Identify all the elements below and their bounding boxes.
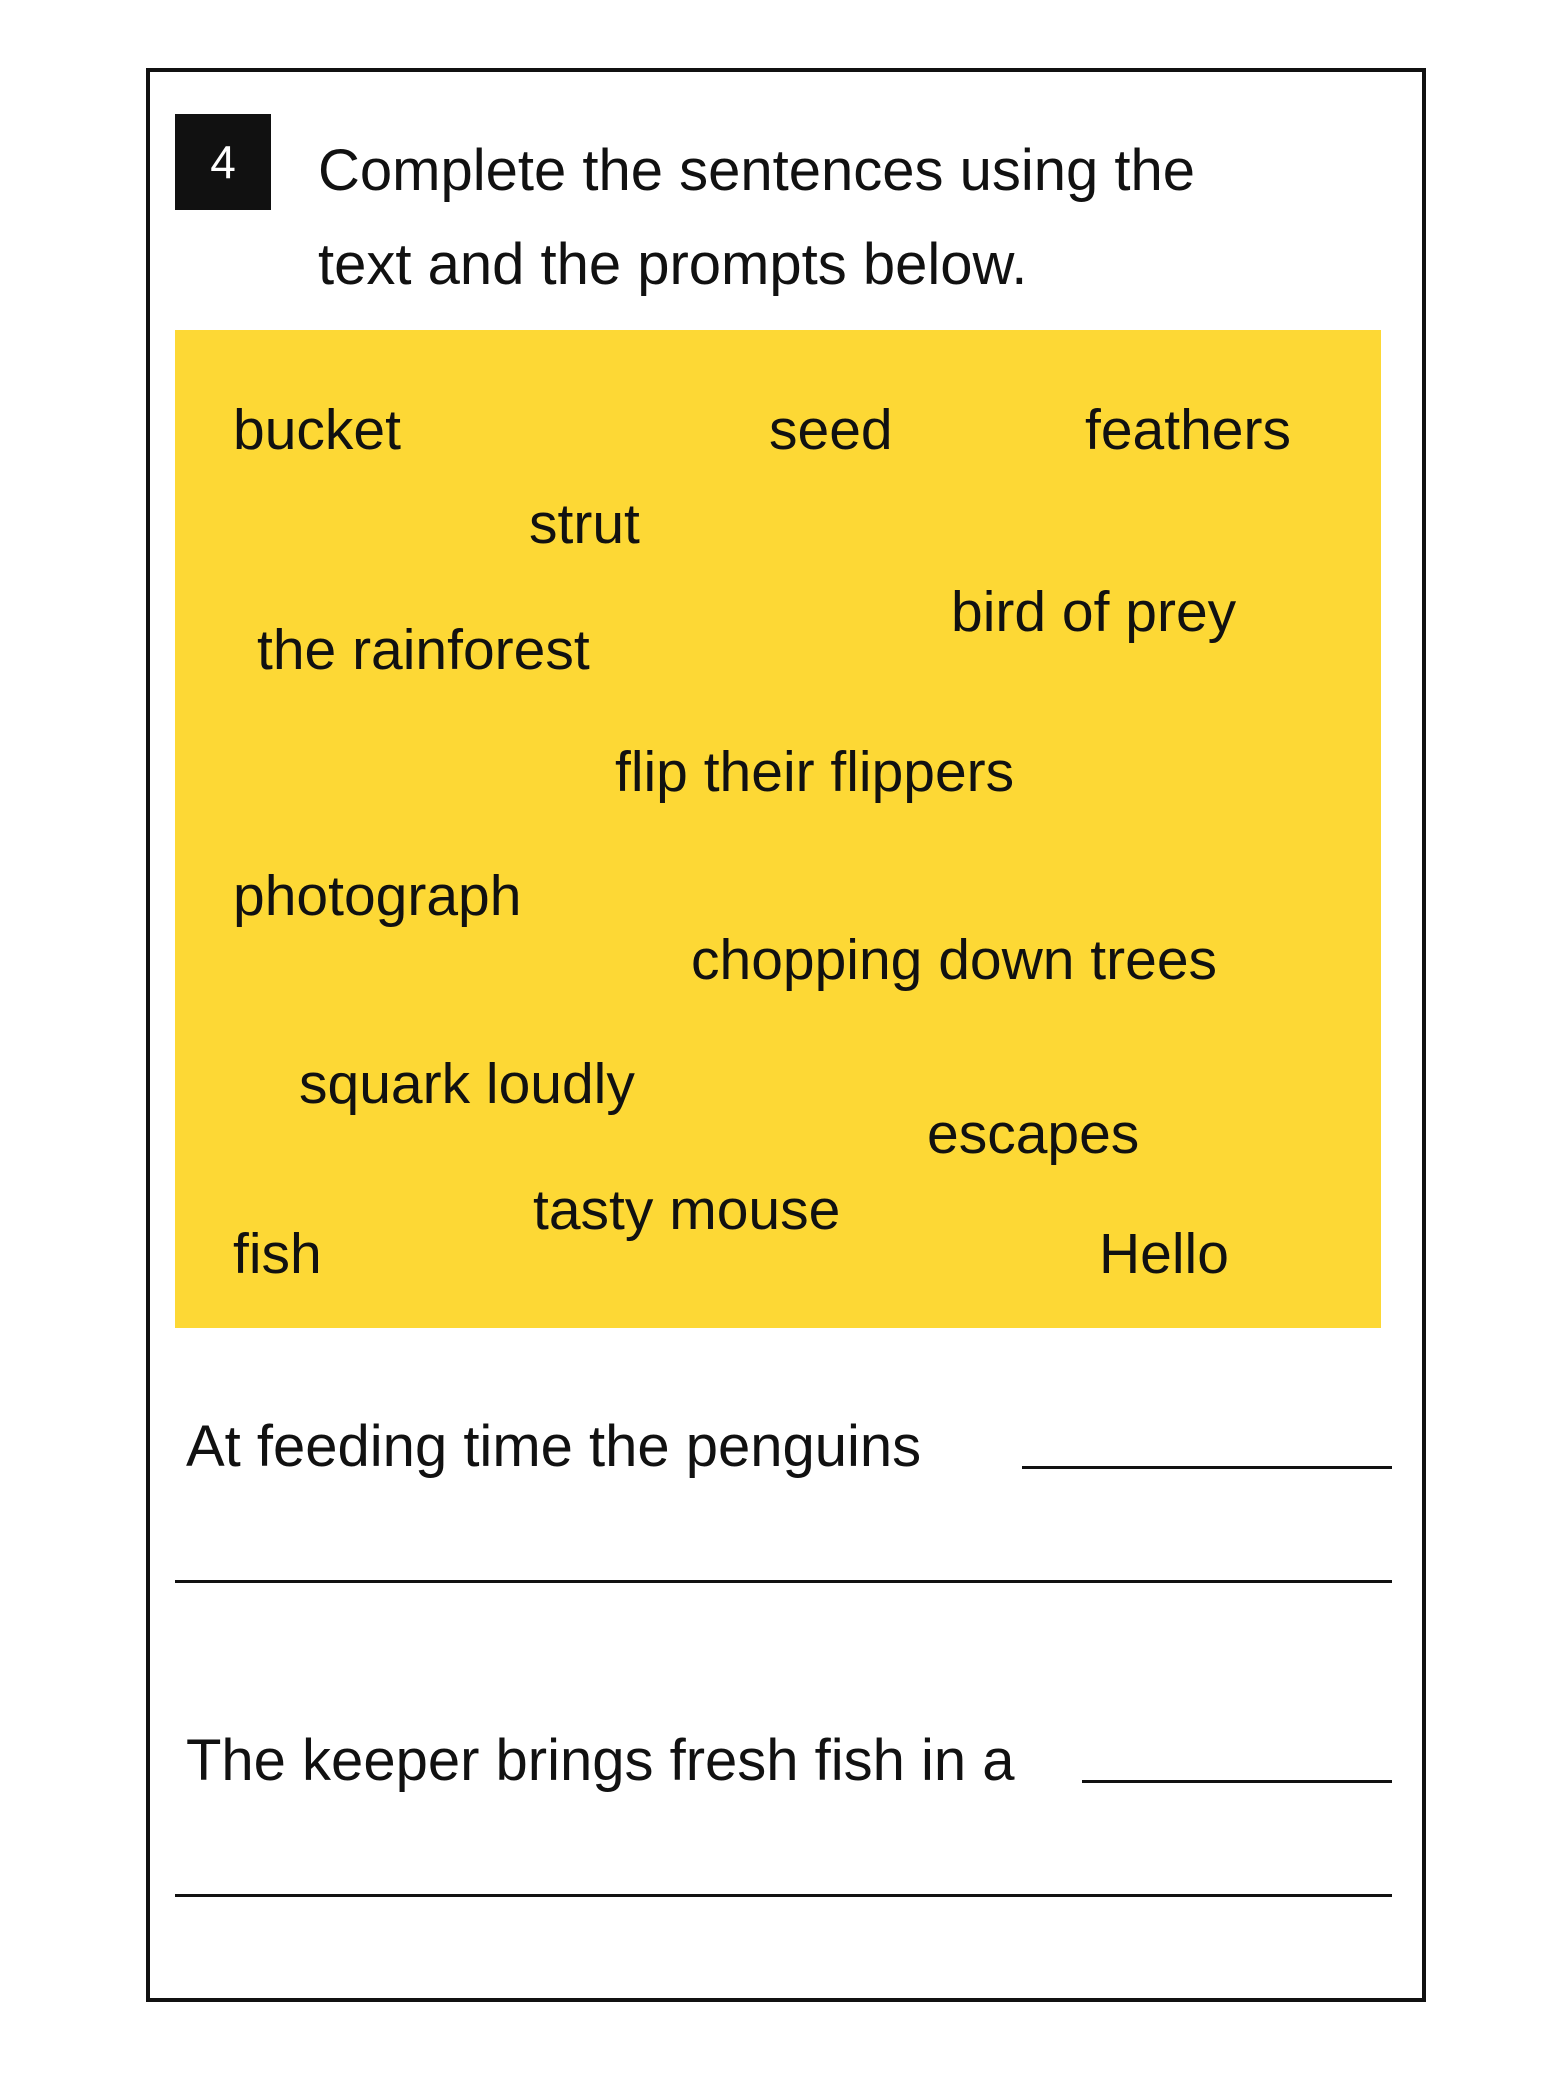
sentence-prompt-1: At feeding time the penguins	[186, 1414, 922, 1479]
word-bank-item: chopping down trees	[691, 928, 1218, 992]
word-bank-item: strut	[529, 492, 640, 556]
word-bank-item: flip their flippers	[615, 740, 1015, 804]
word-bank-item: Hello	[1099, 1222, 1229, 1286]
answer-line-2a[interactable]	[1082, 1780, 1392, 1783]
word-bank-item: squark loudly	[299, 1052, 635, 1116]
word-bank-item: bird of prey	[951, 580, 1237, 644]
word-bank-item: seed	[769, 398, 893, 462]
sentence-prompt-2: The keeper brings fresh fish in a	[186, 1728, 1015, 1793]
word-bank-item: feathers	[1085, 398, 1291, 462]
instruction-line-2: text and the prompts below.	[318, 232, 1028, 297]
word-bank-item: escapes	[927, 1102, 1140, 1166]
answer-line-2b[interactable]	[175, 1894, 1392, 1897]
question-number-badge: 4	[175, 114, 271, 210]
word-bank-item: fish	[233, 1222, 322, 1286]
word-bank-item: photograph	[233, 864, 522, 928]
word-bank	[175, 330, 1381, 1328]
word-bank-item: tasty mouse	[533, 1178, 841, 1242]
instruction-line-1: Complete the sentences using the	[318, 138, 1195, 203]
answer-line-1b[interactable]	[175, 1580, 1392, 1583]
question-instruction	[318, 124, 1338, 312]
answer-line-1a[interactable]	[1022, 1466, 1392, 1469]
word-bank-item: bucket	[233, 398, 401, 462]
word-bank-item: the rainforest	[257, 618, 590, 682]
